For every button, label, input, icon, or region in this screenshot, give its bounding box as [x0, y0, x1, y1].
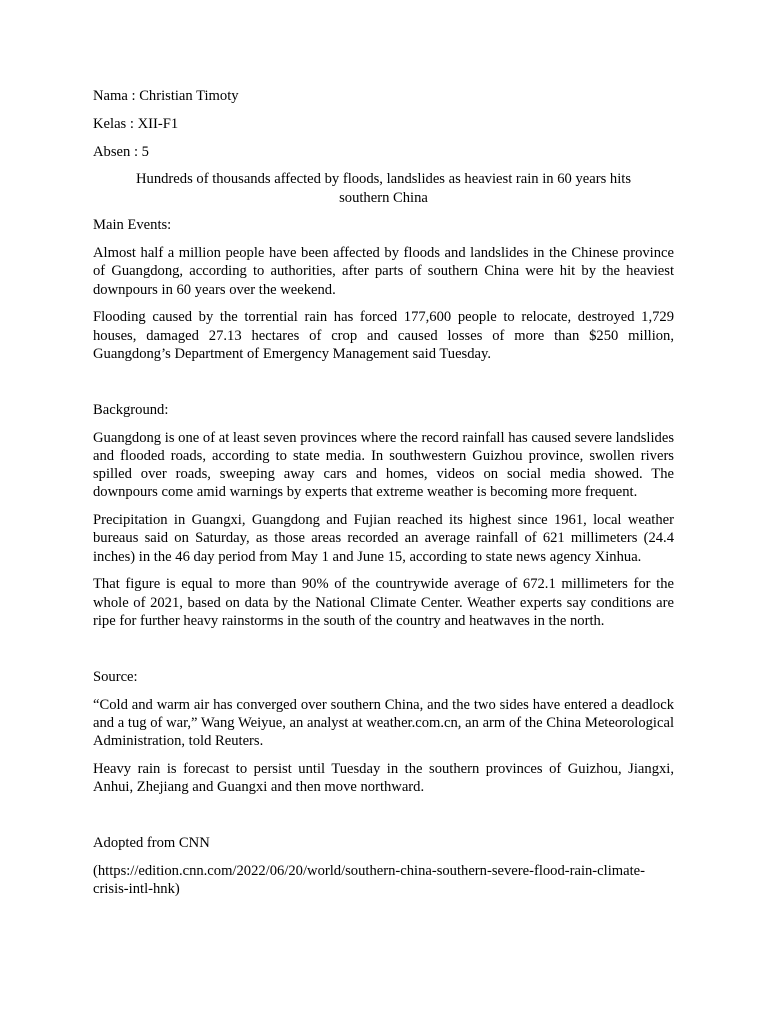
main-events-paragraph-1: Almost half a million people have been affected by floods and landslides in the Chinese province of Guangdong, according to authorities, after parts of southern China were hit by the heaviest downpours in 60 years over the weekend. [93, 245, 674, 298]
main-events-heading: Main Events: [93, 217, 172, 234]
student-name: Nama : Christian Timoty [93, 88, 239, 104]
attribution-url: (https://edition.cnn.com/2022/06/20/world/southern-china-southern-severe-flood-rain-climate-crisis-intl-hnk) [93, 863, 645, 898]
source-paragraph-2: Heavy rain is forecast to persist until Tuesday in the southern provinces of Guizhou, Jiangxi, Anhui, Zhejiang and Guangxi and then move northward. [93, 761, 674, 796]
background-paragraph-2: Precipitation in Guangxi, Guangdong and Fujian reached its highest since 1961, local weather bureaus said on Saturday, as those areas recorded an average rainfall of 621 millimeters (24.4 inches) in the 46 day period from May 1 and June 15, according to state news agency Xinhua. [93, 512, 674, 565]
background-heading: Background: [93, 402, 169, 418]
source-paragraph-1: “Cold and warm air has converged over southern China, and the two sides have entered a deadlock and a tug of war,” Wang Weiyue, an analyst at weather.com.cn, an arm of the China Meteorological Administration, told Reuters. [93, 696, 674, 750]
article-title: Hundreds of thousands affected by floods, landslides as heaviest rain in 60 years hits southern China [136, 171, 631, 206]
student-class: Kelas : XII-F1 [93, 115, 179, 132]
source-heading: Source: [93, 669, 138, 686]
attribution-label: Adopted from CNN [93, 835, 210, 852]
student-number: Absen : 5 [93, 143, 149, 160]
main-events-paragraph-2: Flooding caused by the torrential rain has forced 177,600 people to relocate, destroyed 1,729 houses, damaged 27.13 hectares of crop and caused losses of more than $250 million, Guangdong’s Department of Emergency Management said Tuesday. [93, 309, 674, 362]
background-paragraph-1: Guangdong is one of at least seven provinces where the record rainfall has caused severe landslides and flooded roads, according to state media. In southwestern Guizhou province, swollen rivers spilled over roads, sweeping away cars and homes, videos on social media showed. The downpours come amid warnings by experts that extreme weather is becoming more frequent. [93, 429, 674, 501]
background-paragraph-3: That figure is equal to more than 90% of the countrywide average of 672.1 millimeters for the whole of 2021, based on data by the National Climate Center. Weather experts say conditions are ripe for further heavy rainstorms in the south of the country and heatwaves in the north. [93, 576, 674, 629]
